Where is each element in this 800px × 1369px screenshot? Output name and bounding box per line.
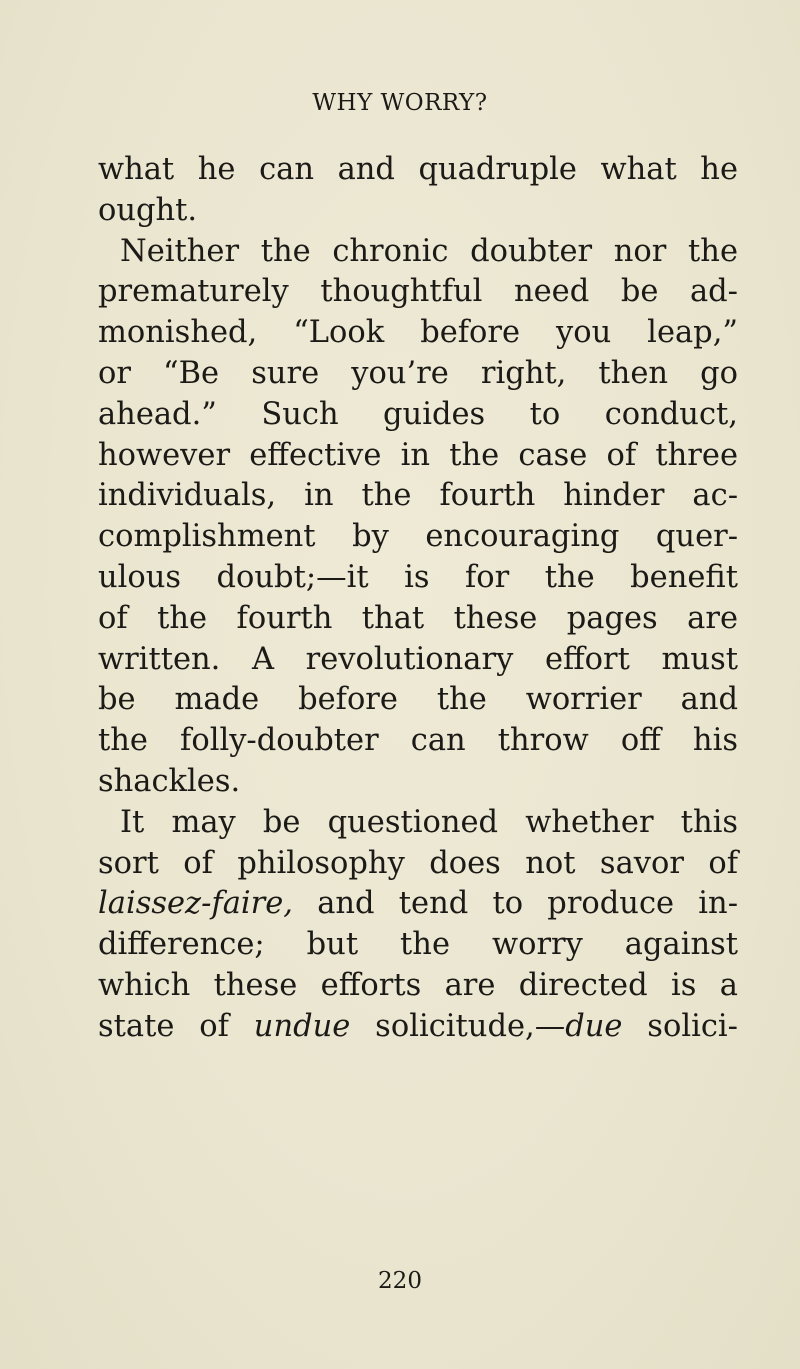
text-line: or “Be sure you’re right, then go [98, 355, 738, 391]
text-line: which these efforts are directed is a [98, 967, 738, 1003]
italic-text: laissez-faire, [98, 886, 293, 922]
text-line: of the fourth that these pages are [98, 600, 738, 636]
text-line: difference; but the worry against [98, 927, 738, 963]
text-line: ulous doubt;—it is for the benefit [98, 559, 738, 595]
text-line: written. A revolutionary effort must [98, 641, 738, 677]
text-line: ought. [98, 192, 198, 228]
running-head: WHY WORRY? [312, 90, 488, 116]
text-line: the folly-doubter can throw off his [98, 723, 738, 759]
page-number: 220 [378, 1268, 422, 1294]
text-line: individuals, in the fourth hinder ac- [98, 478, 738, 514]
text-line: monished, “Look before you leap,” [98, 315, 738, 351]
body-text [98, 150, 738, 1048]
italic-text: undue [253, 1008, 351, 1044]
text-run: and tend to produce in- [292, 886, 738, 922]
text-run: solici- [622, 1008, 738, 1044]
text-line: It may be questioned whether this [120, 804, 738, 840]
text-line: complishment by encouraging quer- [98, 519, 738, 555]
text-line [98, 1007, 738, 1048]
text-line: however effective in the case of three [98, 437, 738, 473]
text-run: state of [98, 1008, 254, 1044]
text-line: what he can and quadruple what he [98, 152, 738, 187]
text-line [98, 884, 738, 925]
italic-text: due [565, 1008, 623, 1044]
text-line: be made before the worrier and [98, 682, 738, 718]
text-line: ahead.” Such guides to conduct, [98, 396, 738, 432]
text-line: Neither the chronic doubter nor the [120, 233, 738, 269]
text-line: shackles. [98, 763, 241, 799]
text-line: sort of philosophy does not savor of [98, 845, 738, 881]
text-line: prematurely thoughtful need be ad- [98, 274, 738, 310]
text-run: solicitude,— [350, 1008, 566, 1044]
